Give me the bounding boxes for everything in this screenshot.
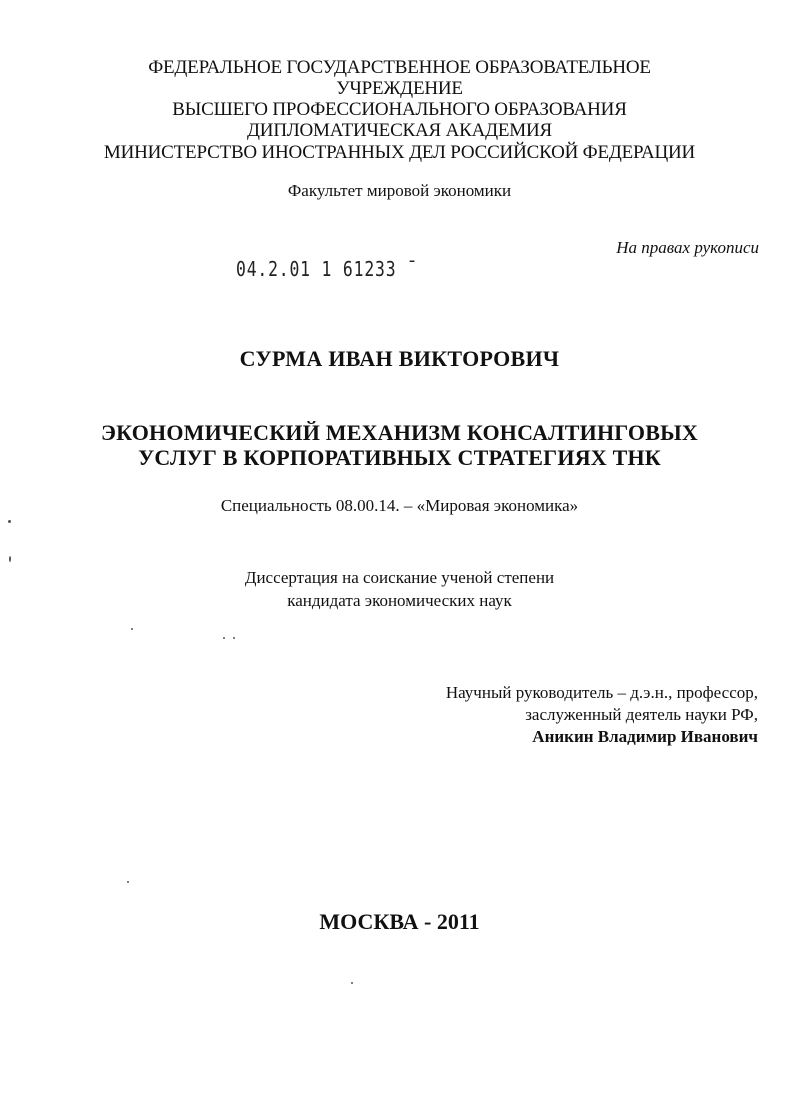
degree-line-1: Диссертация на соискание ученой степени	[244, 568, 555, 587]
degree-line-2: кандидата экономических наук	[287, 591, 512, 610]
institution-line-3: ВЫСШЕГО ПРОФЕССИОНАЛЬНОГО ОБРАЗОВАНИЯ	[172, 99, 627, 120]
scan-speck	[223, 637, 225, 639]
scan-speck	[9, 556, 11, 562]
institution-line-5: МИНИСТЕРСТВО ИНОСТРАННЫХ ДЕЛ РОССИЙСКОЙ ФЕДЕРАЦИИ	[103, 142, 696, 163]
dissertation-title-line-1: ЭКОНОМИЧЕСКИЙ МЕХАНИЗМ КОНСАЛТИНГОВЫХ	[101, 420, 698, 445]
institution-line-1: ФЕДЕРАЛЬНОЕ ГОСУДАРСТВЕННОЕ ОБРАЗОВАТЕЛЬНОЕ	[148, 57, 651, 78]
institution-line-2: УЧРЕЖДЕНИЕ	[336, 78, 463, 99]
author-name: СУРМА ИВАН ВИКТОРОВИЧ	[239, 346, 560, 371]
advisor-line-1: Научный руководитель – д.э.н., профессор,	[445, 683, 758, 702]
advisor-line-2: заслуженный деятель науки РФ,	[525, 705, 758, 724]
stamp-number: 04.2.01 1 61233 ˉ	[236, 257, 418, 281]
dissertation-title-line-2: УСЛУГ В КОРПОРАТИВНЫХ СТРАТЕГИЯХ ТНК	[138, 445, 661, 470]
scan-speck	[351, 982, 353, 984]
institution-line-4: ДИПЛОМАТИЧЕСКАЯ АКАДЕМИЯ	[247, 120, 552, 141]
specialty: Специальность 08.00.14. – «Мировая экономика»	[220, 496, 579, 515]
advisor-name: Аникин Владимир Иванович	[532, 727, 758, 746]
manuscript-note: На правах рукописи	[616, 238, 759, 257]
scan-speck	[127, 881, 129, 883]
scan-speck	[233, 637, 235, 639]
scan-speck	[131, 628, 133, 630]
scan-speck	[8, 520, 11, 523]
faculty-name: Факультет мировой экономики	[287, 181, 512, 200]
city-year: МОСКВА - 2011	[319, 909, 480, 934]
